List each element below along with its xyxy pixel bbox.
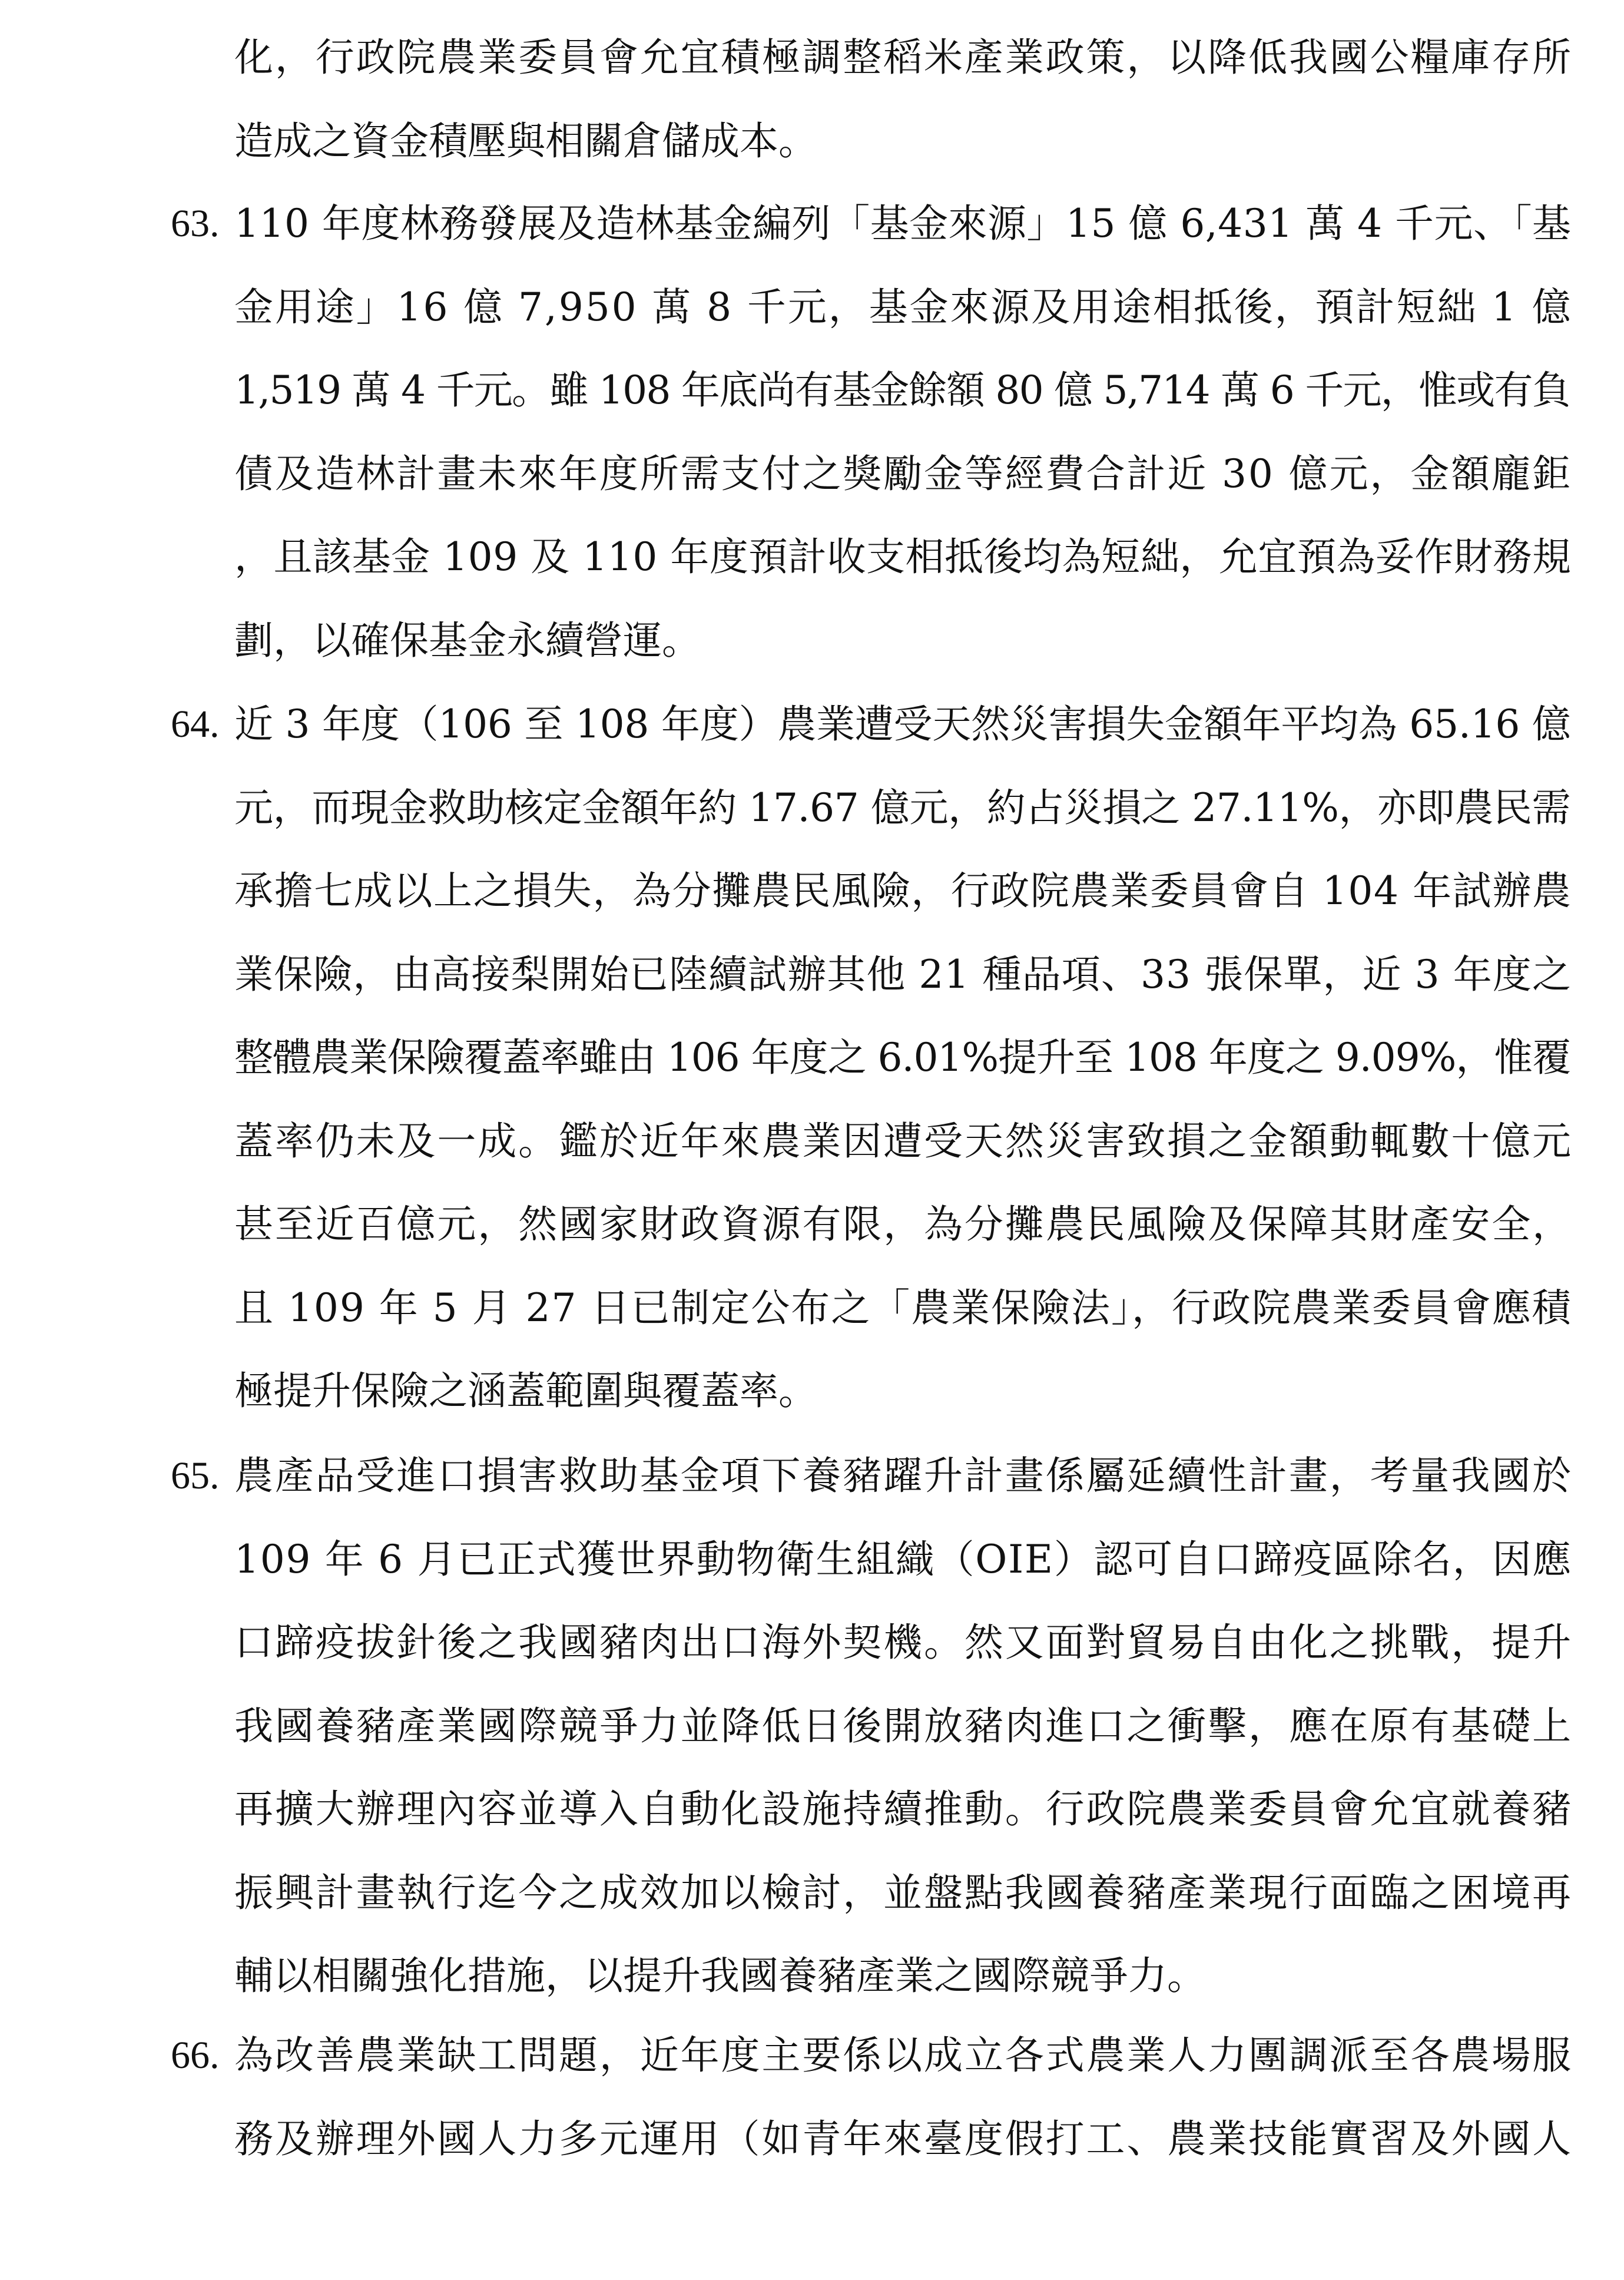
paragraph-line: 金用途」16 億 7,950 萬 8 千元，基金來源及用途相抵後，預計短絀 1 億 bbox=[234, 284, 1573, 330]
item-number: 66. bbox=[171, 2034, 220, 2077]
paragraph-line: 化，行政院農業委員會允宜積極調整稻米產業政策，以降低我國公糧庫存所 bbox=[234, 35, 1573, 80]
paragraph-line: 務及辦理外國人力多元運用（如青年來臺度假打工、農業技能實習及外國人 bbox=[234, 2116, 1573, 2162]
paragraph-line: 再擴大辦理內容並導入自動化設施持續推動。行政院農業委員會允宜就養豬 bbox=[234, 1786, 1573, 1832]
paragraph-line: 為改善農業缺工問題，近年度主要係以成立各式農業人力團調派至各農場服 bbox=[234, 2033, 1573, 2078]
paragraph-line: 輔以相關強化措施，以提升我國養豬產業之國際競爭力。 bbox=[234, 1953, 1206, 1998]
paragraph-line: 債及造林計畫未來年度所需支付之獎勵金等經費合計近 30 億元，金額龐鉅 bbox=[234, 451, 1573, 497]
paragraph-line: 元，而現金救助核定金額年約 17.67 億元，約占災損之 27.11%，亦即農民需 bbox=[234, 785, 1571, 830]
paragraph-line: 且 109 年 5 月 27 日已制定公布之「農業保險法」，行政院農業委員會應積 bbox=[234, 1285, 1572, 1331]
item-number: 63. bbox=[171, 202, 220, 245]
paragraph-line: 承擔七成以上之損失，為分攤農民風險，行政院農業委員會自 104 年試辦農 bbox=[234, 868, 1572, 914]
paragraph-line: 整體農業保險覆蓋率雖由 106 年度之 6.01%提升至 108 年度之 9.09%，惟覆 bbox=[234, 1035, 1571, 1080]
paragraph-line: 造成之資金積壓與相關倉儲成本。 bbox=[234, 118, 817, 164]
paragraph-line: 109 年 6 月已正式獲世界動物衛生組織（OIE）認可自口蹄疫區除名，因應 bbox=[234, 1536, 1572, 1582]
paragraph-line: ，且該基金 109 及 110 年度預計收支相抵後均為短絀，允宜預為妥作財務規 bbox=[234, 534, 1572, 580]
paragraph-line: 1,519 萬 4 千元。雖 108 年底尚有基金餘額 80 億 5,714 萬 6 千元，惟或有負 bbox=[234, 368, 1570, 413]
paragraph-line: 甚至近百億元，然國家財政資源有限，為分攤農民風險及保障其財產安全， bbox=[234, 1202, 1573, 1247]
paragraph-line: 近 3 年度（106 至 108 年度）農業遭受天然災害損失金額年平均為 65.16 億 bbox=[234, 701, 1571, 747]
item-number: 65. bbox=[171, 1454, 220, 1497]
item-number: 64. bbox=[171, 703, 220, 746]
paragraph-line: 業保險，由高接梨開始已陸續試辦其他 21 種品項、33 張保單，近 3 年度之 bbox=[234, 951, 1572, 997]
paragraph-line: 110 年度林務發展及造林基金編列「基金來源」15 億 6,431 萬 4 千元、「基 bbox=[234, 201, 1572, 246]
paragraph-line: 振興計畫執行迄今之成效加以檢討，並盤點我國養豬產業現行面臨之困境再 bbox=[234, 1869, 1573, 1915]
paragraph-line: 蓋率仍未及一成。鑑於近年來農業因遭受天然災害致損之金額動輒數十億元 bbox=[234, 1118, 1573, 1164]
paragraph-line: 劃，以確保基金永續營運。 bbox=[234, 617, 701, 663]
paragraph-line: 我國養豬產業國際競爭力並降低日後開放豬肉進口之衝擊，應在原有基礎上 bbox=[234, 1703, 1573, 1749]
paragraph-line: 農產品受進口損害救助基金項下養豬躍升計畫係屬延續性計畫，考量我國於 bbox=[234, 1453, 1573, 1498]
paragraph-line: 口蹄疫拔針後之我國豬肉出口海外契機。然又面對貿易自由化之挑戰，提升 bbox=[234, 1620, 1573, 1665]
paragraph-line: 極提升保險之涵蓋範圍與覆蓋率。 bbox=[234, 1368, 817, 1414]
